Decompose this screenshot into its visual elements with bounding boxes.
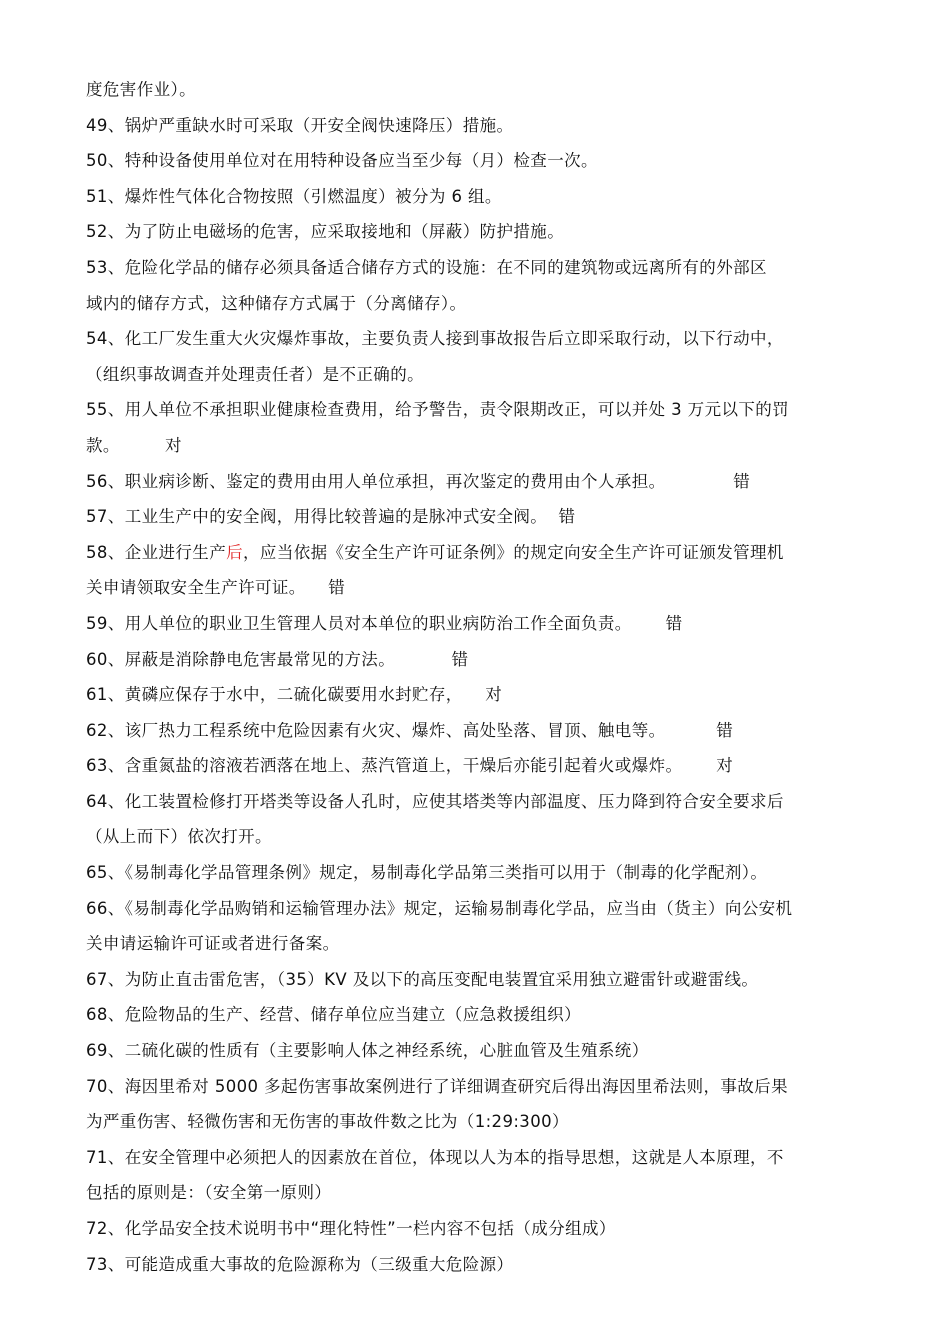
highlighted-text: 后 xyxy=(226,542,244,562)
text-line: （从上而下）依次打开。 xyxy=(86,827,272,847)
text-line: 域内的储存方式，这种储存方式属于（分离储存）。 xyxy=(86,293,467,313)
text-line: 64、化工装置检修打开塔类等设备人孔时，应使其塔类等内部温度、压力降到符合安全要求后 xyxy=(86,791,784,811)
text-line: 62、该厂热力工程系统中危险因素有火灾、爆炸、高处坠落、冒顶、触电等。 错 xyxy=(86,720,734,740)
text-line: 71、在安全管理中必须把人的因素放在首位，体现以人为本的指导思想，这就是人本原理，不 xyxy=(86,1147,784,1167)
text-line: 为严重伤害、轻微伤害和无伤害的事故件数之比为（1:29:300） xyxy=(86,1112,569,1132)
text-line: 54、化工厂发生重大火灾爆炸事故，主要负责人接到事故报告后立即采取行动，以下行动中， xyxy=(86,329,784,349)
text-line: 72、化学品安全技术说明书中“理化特性”一栏内容不包括（成分组成） xyxy=(86,1219,616,1238)
text-line: 73、可能造成重大事故的危险源称为（三级重大危险源） xyxy=(86,1254,514,1274)
text-line: 53、危险化学品的储存必须具备适合储存方式的设施：在不同的建筑物或远离所有的外部区 xyxy=(86,257,767,277)
text-line: （组织事故调查并处理责任者）是不正确的。 xyxy=(86,364,424,384)
text-line: 度危害作业）。 xyxy=(86,80,197,99)
text-line: 49、锅炉严重缺水时可采取（开安全阀快速降压）措施。 xyxy=(86,115,514,135)
text-line: 63、含重氮盐的溶液若洒落在地上、蒸汽管道上，干燥后亦能引起着火或爆炸。 对 xyxy=(86,756,734,776)
text-line: 70、海因里希对 5000 多起伤害事故案例进行了详细调查研究后得出海因里希法则，事故后果 xyxy=(86,1076,788,1096)
text-line: 款。 对 xyxy=(86,435,182,455)
text-line: 56、职业病诊断、鉴定的费用由用人单位承担，再次鉴定的费用由个人承担。 错 xyxy=(86,471,751,491)
text-line: 67、为防止直击雷危害，（35）KV 及以下的高压变配电装置宜采用独立避雷针或避雷线。 xyxy=(86,969,759,989)
text-line: 关申请领取安全生产许可证。 错 xyxy=(86,578,346,598)
text-line: 65、《易制毒化学品管理条例》规定，易制毒化学品第三类指可以用于（制毒的化学配剂）。 xyxy=(86,863,768,883)
text-line: 52、为了防止电磁场的危害，应采取接地和（屏蔽）防护措施。 xyxy=(86,222,565,242)
text-line: 51、爆炸性气体化合物按照（引燃温度）被分为 6 组。 xyxy=(86,186,502,206)
text-line: 55、用人单位不承担职业健康检查费用，给予警告，责令限期改正，可以并处 3 万元以下的罚 xyxy=(86,400,790,420)
text-line: 66、《易制毒化学品购销和运输管理办法》规定，运输易制毒化学品，应当由（货主）向公安机 xyxy=(86,898,793,918)
text-line xyxy=(86,535,862,571)
text-line: 68、危险物品的生产、经营、储存单位应当建立（应急救援组织） xyxy=(86,1005,581,1025)
text-line: 包括的原则是：（安全第一原则） xyxy=(86,1183,332,1203)
text-line: 61、黄磷应保存于水中，二硫化碳要用水封贮存， 对 xyxy=(86,685,503,705)
text-line: 50、特种设备使用单位对在用特种设备应当至少每（月）检查一次。 xyxy=(86,151,598,171)
text-line: 69、二硫化碳的性质有（主要影响人体之神经系统，心脏血管及生殖系统） xyxy=(86,1041,649,1061)
text-line: 关申请运输许可证或者进行备案。 xyxy=(86,934,340,954)
text-segment: ，应当依据《安全生产许可证条例》的规定向安全生产许可证颁发管理机 xyxy=(243,542,784,562)
text-line: 60、屏蔽是消除静电危害最常见的方法。 错 xyxy=(86,649,469,669)
text-line: 57、工业生产中的安全阀，用得比较普遍的是脉冲式安全阀。 错 xyxy=(86,507,576,527)
text-line: 59、用人单位的职业卫生管理人员对本单位的职业病防治工作全面负责。 错 xyxy=(86,613,683,633)
text-segment: 58、企业进行生产 xyxy=(86,542,227,562)
document-body xyxy=(86,72,862,1282)
